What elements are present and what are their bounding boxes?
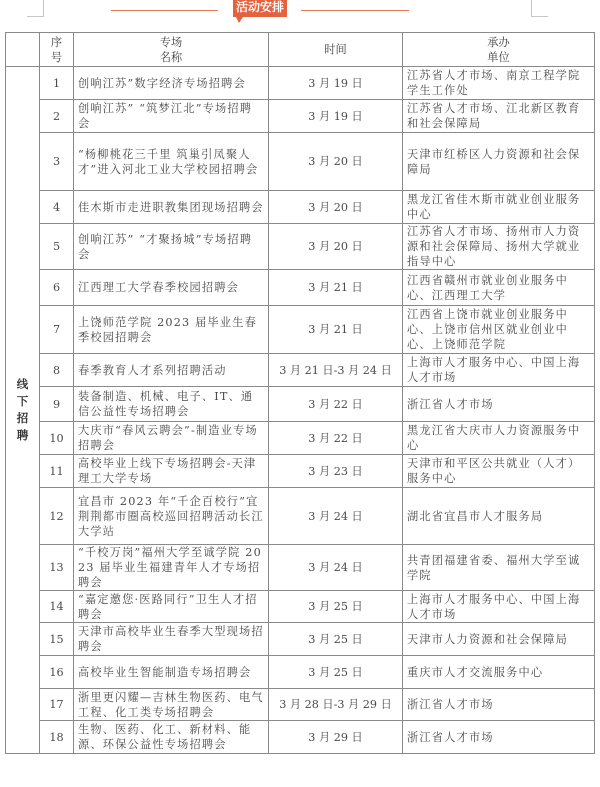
organizer: 黑龙江省大庆市人力资源服务中心: [403, 422, 595, 455]
event-date: 3 月 20 日: [269, 133, 403, 191]
event-name: 天津市高校毕业生春季大型现场招聘会: [74, 623, 269, 656]
row-number: 10: [40, 422, 74, 455]
event-name: “嘉定邀您·医路同行”卫生人才招聘会: [74, 591, 269, 623]
organizer: 江苏省人才市场、江北新区教育和社会保障局: [403, 100, 595, 133]
event-name: 浙里更闪耀—吉林生物医药、电气工程、化工类专场招聘会: [74, 689, 269, 721]
event-date: 3 月 29 日: [269, 721, 403, 754]
row-number: 7: [40, 306, 74, 354]
table-row: [6, 67, 595, 100]
organizer: 浙江省人才市场: [403, 387, 595, 422]
table-row: [6, 591, 595, 623]
organizer: 江西省赣州市就业创业服务中心、江西理工大学: [403, 270, 595, 306]
event-name: 生物、医药、化工、新材料、能源、环保公益性专场招聘会: [74, 721, 269, 754]
event-date: 3 月 20 日: [269, 224, 403, 270]
event-date: 3 月 22 日: [269, 422, 403, 455]
header-group: [6, 33, 40, 67]
organizer: 上海市人才服务中心、中国上海人才市场: [403, 591, 595, 623]
header-org-line1: 承办: [487, 35, 510, 49]
event-date: 3 月 19 日: [269, 100, 403, 133]
organizer: 黑龙江省佳木斯市就业创业服务中心: [403, 191, 595, 224]
row-number: 15: [40, 623, 74, 656]
table-row: [6, 387, 595, 422]
table-row: [6, 422, 595, 455]
event-name: 创响江苏”数字经济专场招聘会: [74, 67, 269, 100]
organizer: 江苏省人才市场、南京工程学院学生工作处: [403, 67, 595, 100]
event-name: 春季教育人才系列招聘活动: [74, 354, 269, 387]
organizer: 重庆市人才交流服务中心: [403, 656, 595, 689]
header-org-line2: 单位: [487, 50, 510, 64]
row-number: 2: [40, 100, 74, 133]
table-row: [6, 488, 595, 545]
section-title-badge: 活动安排: [233, 0, 287, 17]
title-divider-left: [111, 10, 218, 11]
organizer: 天津市红桥区人力资源和社会保障局: [403, 133, 595, 191]
row-number: 14: [40, 591, 74, 623]
row-number: 9: [40, 387, 74, 422]
organizer: 上海市人才服务中心、中国上海人才市场: [403, 354, 595, 387]
table-row: [6, 133, 595, 191]
row-number: 8: [40, 354, 74, 387]
event-name: 高校毕业生智能制造专场招聘会: [74, 656, 269, 689]
table-row: [6, 191, 595, 224]
organizer: 江西省上饶市就业创业服务中心、上饶市信州区就业创业中心、上饶师范学院: [403, 306, 595, 354]
schedule-table: [5, 32, 595, 754]
row-number: 17: [40, 689, 74, 721]
organizer: 浙江省人才市场: [403, 721, 595, 754]
row-number: 12: [40, 488, 74, 545]
event-name: “千校万岗”福州大学至诚学院 2023 届毕业生福建青年人才专场招聘会: [74, 545, 269, 591]
organizer: 天津市和平区公共就业（人才）服务中心: [403, 455, 595, 488]
section-title: [0, 0, 600, 28]
organizer: 浙江省人才市场: [403, 689, 595, 721]
organizer: 江苏省人才市场、扬州市人力资源和社会保障局、扬州大学就业指导中心: [403, 224, 595, 270]
table-row: [6, 656, 595, 689]
event-date: 3 月 21 日: [269, 306, 403, 354]
badge-pointer: [236, 17, 243, 23]
event-name: 上饶师范学院 2023 届毕业生春季校园招聘会: [74, 306, 269, 354]
event-date: 3 月 19 日: [269, 67, 403, 100]
event-date: 3 月 24 日: [269, 488, 403, 545]
event-date: 3 月 21 日-3 月 24 日: [269, 354, 403, 387]
table-row: [6, 623, 595, 656]
row-number: 1: [40, 67, 74, 100]
event-date: 3 月 25 日: [269, 623, 403, 656]
event-date: 3 月 23 日: [269, 455, 403, 488]
row-number: 4: [40, 191, 74, 224]
table-row: [6, 100, 595, 133]
table-row: [6, 545, 595, 591]
organizer: 湖北省宜昌市人才服务局: [403, 488, 595, 545]
row-number: 16: [40, 656, 74, 689]
row-number: 5: [40, 224, 74, 270]
header-name: [74, 33, 269, 67]
header-org: [403, 33, 595, 67]
organizer: 天津市人力资源和社会保障局: [403, 623, 595, 656]
header-name-line2: 名称: [159, 50, 183, 64]
group-label: 线下招聘: [16, 377, 29, 442]
table-row: [6, 455, 595, 488]
row-number: 13: [40, 545, 74, 591]
header-seq: [40, 33, 74, 67]
table-row: [6, 721, 595, 754]
title-divider-right: [301, 10, 409, 11]
event-name: 创响江苏” “筑梦江北”专场招聘会: [74, 100, 269, 133]
event-name: 大庆市“春风云聘会”-制造业专场招聘会: [74, 422, 269, 455]
event-date: 3 月 25 日: [269, 656, 403, 689]
header-time: 时间: [269, 33, 403, 67]
header-seq-line1: 序: [50, 35, 63, 49]
event-date: 3 月 20 日: [269, 191, 403, 224]
group-cell: [6, 67, 40, 754]
event-name: “杨柳桃花三千里 筑巢引凤聚人才”进入河北工业大学校园招聘会: [74, 133, 269, 191]
table-row: [6, 689, 595, 721]
row-number: 18: [40, 721, 74, 754]
table-row: [6, 306, 595, 354]
event-name: 佳木斯市走进职教集团现场招聘会: [74, 191, 269, 224]
event-name: 江西理工大学春季校园招聘会: [74, 270, 269, 306]
event-name: 宜昌市 2023 年“千企百校行”宜荆荆都市圈高校巡回招聘活动长江大学站: [74, 488, 269, 545]
event-name: 装备制造、机械、电子、IT、通信公益性专场招聘会: [74, 387, 269, 422]
row-number: 3: [40, 133, 74, 191]
event-date: 3 月 25 日: [269, 591, 403, 623]
event-date: 3 月 28 日-3 月 29 日: [269, 689, 403, 721]
header-seq-line2: 号: [50, 50, 63, 64]
event-name: 创响江苏” “才聚扬城”专场招聘会: [74, 224, 269, 270]
row-number: 11: [40, 455, 74, 488]
table-row: [6, 354, 595, 387]
event-date: 3 月 22 日: [269, 387, 403, 422]
event-name: 高校毕业上线下专场招聘会-天津理工大学专场: [74, 455, 269, 488]
organizer: 共青团福建省委、福州大学至诚学院: [403, 545, 595, 591]
row-number: 6: [40, 270, 74, 306]
table-row: [6, 270, 595, 306]
header-name-line1: 专场: [159, 35, 183, 49]
table-header-row: [6, 33, 595, 67]
event-date: 3 月 21 日: [269, 270, 403, 306]
table-row: [6, 224, 595, 270]
event-date: 3 月 24 日: [269, 545, 403, 591]
